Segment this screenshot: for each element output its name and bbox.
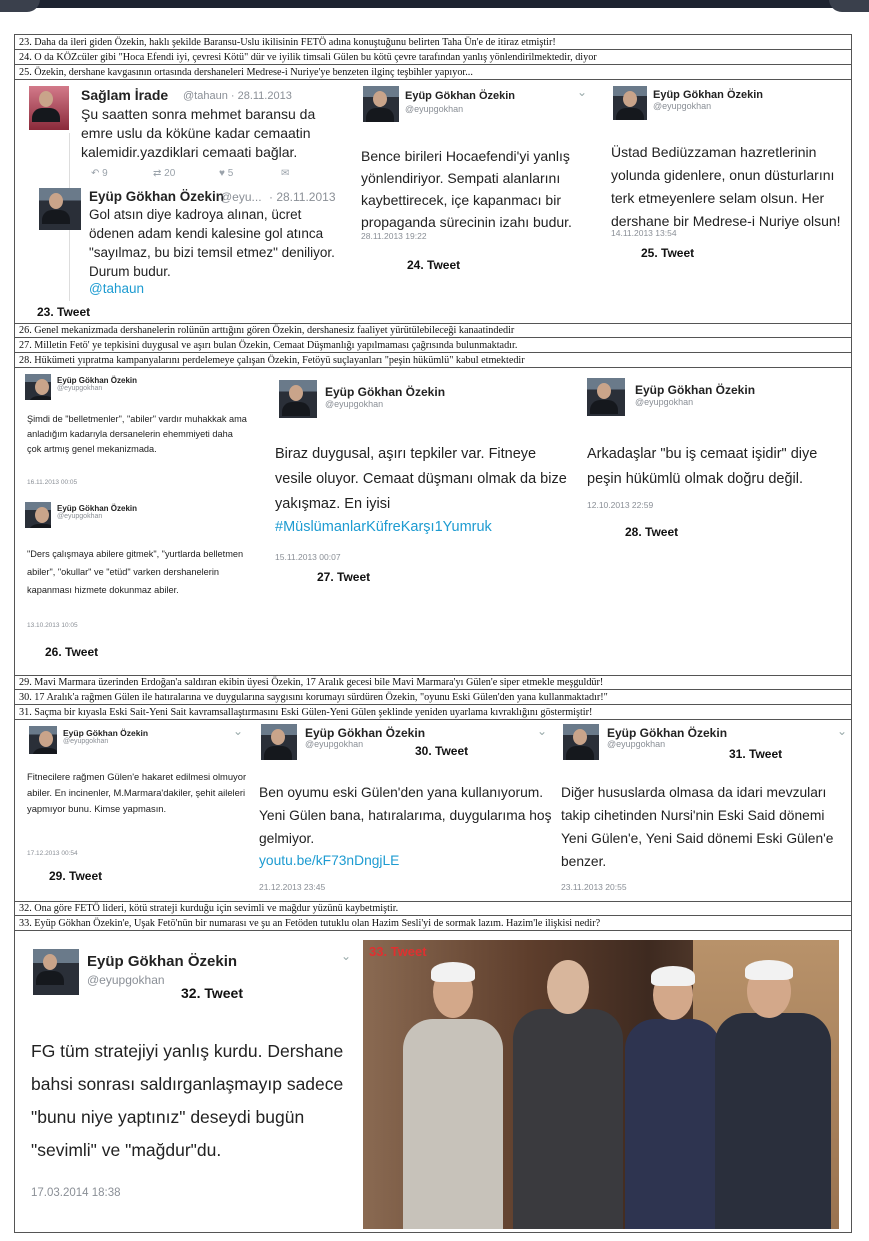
author-handle: @eyupgokhan xyxy=(607,739,666,749)
author-handle: @eyupgokhan xyxy=(305,739,364,749)
tweet-label: 32. Tweet xyxy=(181,985,243,1001)
quoted-author-handle: @tahaun · 28.11.2013 xyxy=(183,90,292,102)
chevron-down-icon[interactable]: ⌄ xyxy=(341,949,352,963)
avatar xyxy=(29,726,57,754)
avatar xyxy=(261,724,297,760)
mention-link[interactable]: @tahaun xyxy=(89,281,144,296)
chevron-down-icon[interactable]: ⌄ xyxy=(577,85,588,99)
author-handle: @eyupgokhan xyxy=(63,738,109,745)
tweet-label: 23. Tweet xyxy=(37,305,91,319)
tweet-card-23 xyxy=(19,83,349,319)
photo-label: 33. Tweet xyxy=(369,944,427,959)
author-handle: @eyupgokhan xyxy=(635,397,694,407)
like-button[interactable]: ♥ 5 xyxy=(219,168,234,179)
author-name: Eyüp Gökhan Özekin xyxy=(635,383,756,397)
quoted-tweet-text: Şu saatten sonra mehmet baransu da emre uslu da köküne kadar cemaatin kalemidir.yazdiklari cemaati bağlar. xyxy=(81,106,316,160)
caption-28: 28. Hükümeti yıpratma kampanyalarını perdelemeye çalışan Özekin, Fetöyü suçlayanları "peşin hükümlü" kabul etmektedir xyxy=(15,353,851,368)
tweet-text: FG tüm stratejiyi yanlış kurdu. Dershane bahsi sonrası saldırganlaşmayıp sadece "bunu niye yaptınız" deseydi bugün "sevimli" ve "mağdur"du. xyxy=(31,1041,344,1160)
tweet-text: Diğer hususlarda olmasa da idari mevzuları takip cihetinden Nursi'nin Eski Said dönemi Yeni Gülen'e, Yeni Said dönemi Eski Gülen'e benzer. xyxy=(561,785,834,869)
author-name: Eyüp Gökhan Özekin xyxy=(63,728,149,738)
author-name: Eyüp Gökhan Özekin xyxy=(89,189,225,204)
author-handle: @eyupgokhan xyxy=(57,513,103,520)
chevron-down-icon[interactable]: ⌄ xyxy=(837,724,848,738)
avatar xyxy=(33,949,79,995)
avatar xyxy=(363,86,399,122)
chevron-down-icon[interactable]: ⌄ xyxy=(233,724,244,738)
tweet-time: 17.12.2013 00:54 xyxy=(27,850,78,857)
retweet-button[interactable]: ⇄ 20 xyxy=(153,168,176,179)
tweet-text: Arkadaşlar "bu iş cemaat işidir" diye peşin hükümlü olmak doğru değil. xyxy=(587,446,818,487)
person-4-cap xyxy=(745,960,793,980)
tweet-card-31 xyxy=(559,722,851,898)
tweet-text: Üstad Bediüzzaman hazretlerinin yolunda gidenlere, onun düsturlarını terk etmeyenlere selam olsun. Her dershane bir Medrese-i Nuriye olsun! xyxy=(611,144,841,229)
tweet-card-25 xyxy=(607,83,851,283)
caption-26: 26. Genel mekanizmada dershanelerin rolünün arttığını gören Özekin, dershanesiz faaliyet yürütülebileceği kanaatindedir xyxy=(15,323,851,338)
author-name: Eyüp Gökhan Özekin xyxy=(325,385,446,399)
tweet-label: 25. Tweet xyxy=(641,246,695,260)
tweet-card-30 xyxy=(255,722,551,898)
caption-23: 23. Daha da ileri giden Özekin, haklı şekilde Baransu-Uslu ikilisinin FETÖ adına konuştuğunu belirten Taha Ün'e de itiraz etmiştir! xyxy=(15,35,851,50)
tweet-time: 12.10.2013 22:59 xyxy=(587,500,654,510)
author-handle: @eyupgokhan xyxy=(87,973,165,987)
avatar xyxy=(563,724,599,760)
top-bar-corner-right xyxy=(829,0,869,12)
message-icon[interactable]: ✉ xyxy=(281,168,290,179)
tweet-card-26 xyxy=(19,370,259,670)
author-handle: @eyupgokhan xyxy=(325,399,384,409)
tweet-label: 31. Tweet xyxy=(729,747,783,761)
author-name: Eyüp Gökhan Özekin xyxy=(57,376,138,385)
tweet-panel-26-28 xyxy=(15,368,851,676)
tweet-text: Şimdi de "belletmenler", "abiler" vardır muhakkak ama anladığım kadarıyla dersanelerin ehemmiyeti daha çok artmış genel mekanizmada. xyxy=(27,414,247,454)
person-3 xyxy=(625,1019,721,1229)
tweet-time: 23.11.2013 20:55 xyxy=(561,882,627,892)
person-2-head xyxy=(547,960,589,1014)
tweet-panel-23-25 xyxy=(15,80,851,324)
person-3-cap xyxy=(651,966,695,986)
caption-30: 30. 17 Aralık'a rağmen Gülen ile hatıralarına ve duygularına saygısını korumayı sürdüren Özekin, "oyunu Eski Gülen'den yana kullanmaktadır!" xyxy=(15,690,851,705)
caption-25: 25. Özekin, dershane kavgasının ortasında dershaneleri Medrese-i Nuriye'ye benzeten ilginç teşbihler yapıyor... xyxy=(15,65,851,80)
tweet-time: 17.03.2014 18:38 xyxy=(31,1187,121,1199)
hashtag-link[interactable]: #MüslümanlarKüfreKarşı1Yumruk xyxy=(275,519,492,535)
top-status-bar xyxy=(0,0,869,8)
tweet-time: 16.11.2013 00:05 xyxy=(27,479,78,486)
chevron-down-icon[interactable]: ⌄ xyxy=(537,724,548,738)
author-handle: @eyupgokhan xyxy=(57,385,103,392)
group-photo xyxy=(363,940,839,1229)
caption-29: 29. Mavi Marmara üzerinden Erdoğan'a saldıran ekibin üyesi Özekin, 17 Aralık gecesi bile Mavi Marmara'yı Gülen'e siper etmekle meşguldür! xyxy=(15,675,851,690)
author-handle: @eyupgokhan xyxy=(405,104,464,114)
tweet-text: Biraz duygusal, aşırı tepkiler var. Fitneye vesile oluyor. Cemaat düşmanı olmak da bize yakışmaz. En iyisi xyxy=(275,446,567,512)
avatar xyxy=(613,86,647,120)
author-handle: @eyu... xyxy=(220,190,262,204)
caption-31: 31. Saçma bir kıyasla Eski Sait-Yeni Sait kavramsallaştırmasını Eski Gülen-Yeni Gülen şeklinde yeniden uyarlama kıvraklığını göstermiştir! xyxy=(15,705,851,720)
author-name: Eyüp Gökhan Özekin xyxy=(405,90,516,102)
tweet-text: Bence birileri Hocaefendi'yi yanlış yönlendiriyor. Sempati alanlarını kaybettirecek, içe kapanmacı bir propaganda sürecinin izahı budur. xyxy=(361,148,572,230)
author-name: Eyüp Gökhan Özekin xyxy=(87,953,238,970)
author-name: Eyüp Gökhan Özekin xyxy=(57,504,138,513)
tweet-label: 30. Tweet xyxy=(415,744,469,758)
caption-27: 27. Milletin Fetö' ye tepkisini duygusal ve aşırı bulan Özekin, Cemaat Düşmanlığı yapılmaması çağrısında bulunmaktadır. xyxy=(15,338,851,353)
tweet-text: Fitnecilere rağmen Gülen'e hakaret edilmesi olmuyor abiler. En incinenler, M.Marmara'dakiler, şehit aileleri yapmıyor bunu. Kimse yapmasın. xyxy=(27,771,247,814)
document-page xyxy=(14,34,852,1233)
tweet-label: 26. Tweet xyxy=(45,645,99,659)
tweet-label: 24. Tweet xyxy=(407,258,461,272)
tweet-time: 28.11.2013 19:22 xyxy=(361,231,427,241)
author-name: Eyüp Gökhan Özekin xyxy=(607,726,728,740)
tweet-date: · 28.11.2013 xyxy=(269,190,336,204)
tweet-panel-29-31 xyxy=(15,720,851,902)
tweet-card-32 xyxy=(23,939,355,1225)
caption-32: 32. Ona göre FETÖ lideri, kötü strateji kurduğu için sevimli ve mağdur yüzünü kaybetmiştir. xyxy=(15,901,851,916)
tweet-time: 21.12.2013 23:45 xyxy=(259,882,326,892)
tweet-card-29 xyxy=(19,722,247,898)
person-1 xyxy=(403,1019,503,1229)
avatar xyxy=(587,378,625,416)
tweet-card-27 xyxy=(271,370,571,630)
tweet-text: "Ders çalışmaya abilere gitmek", "yurtlarda belletmen abiler", "okullar" ve "etüd" varken dershanelerin kapanması hizmete dokunmaz abiler. xyxy=(27,549,244,595)
avatar xyxy=(25,374,51,400)
avatar xyxy=(25,502,51,528)
person-1-cap xyxy=(431,962,475,982)
like-count: 5 xyxy=(227,168,234,179)
caption-33: 33. Eyüp Gökhan Özekin'e, Uşak Fetö'nün bir numarası ve şu an Fetöden tutuklu olan Hazim Sesli'yi de sormak lazım. Hazim'le ilişkisi nedir? xyxy=(15,916,851,931)
tweet-card-24 xyxy=(353,83,593,283)
reply-count: 9 xyxy=(102,168,108,179)
avatar xyxy=(29,86,69,130)
person-2 xyxy=(513,1009,623,1229)
tweet-text: Ben oyumu eski Gülen'den yana kullanıyorum. Yeni Gülen bana, hatıralarıma, duygularıma hoş gelmiyor. xyxy=(259,785,552,846)
tweet-label: 28. Tweet xyxy=(625,525,679,539)
avatar xyxy=(39,188,81,230)
retweet-count: 20 xyxy=(164,168,176,179)
top-bar-corner-left xyxy=(0,0,40,12)
quoted-author-name: Sağlam İrade xyxy=(81,87,169,103)
video-link[interactable]: youtu.be/kF73nDngjLE xyxy=(259,853,400,868)
tweet-time: 13.10.2013 10:05 xyxy=(27,622,78,629)
tweet-label: 29. Tweet xyxy=(49,869,103,883)
person-4 xyxy=(715,1013,831,1229)
author-name: Eyüp Gökhan Özekin xyxy=(653,89,764,101)
reply-button[interactable]: ↶ 9 xyxy=(91,168,108,179)
author-handle: @eyupgokhan xyxy=(653,101,712,111)
caption-24: 24. O da KÖZcüler gibi "Hoca Efendi iyi, çevresi Kötü" dür ve iyilik timsali Gülen bu kötü çevre tarafından yanlış yönlendirilmektedir, diyor xyxy=(15,50,851,65)
tweet-label: 27. Tweet xyxy=(317,570,371,584)
tweet-panel-32-33 xyxy=(15,931,851,1231)
avatar xyxy=(279,380,317,418)
tweet-time: 15.11.2013 00:07 xyxy=(275,552,341,562)
tweet-card-28 xyxy=(583,370,851,630)
tweet-text: Gol atsın diye kadroya alınan, ücret ödenen adam kendi kalesine gol atınca "sayılmaz, bu bizi temsil etmez" deniliyor. Durum budur. xyxy=(89,207,335,279)
tweet-time: 14.11.2013 13:54 xyxy=(611,228,677,238)
author-name: Eyüp Gökhan Özekin xyxy=(305,726,426,740)
